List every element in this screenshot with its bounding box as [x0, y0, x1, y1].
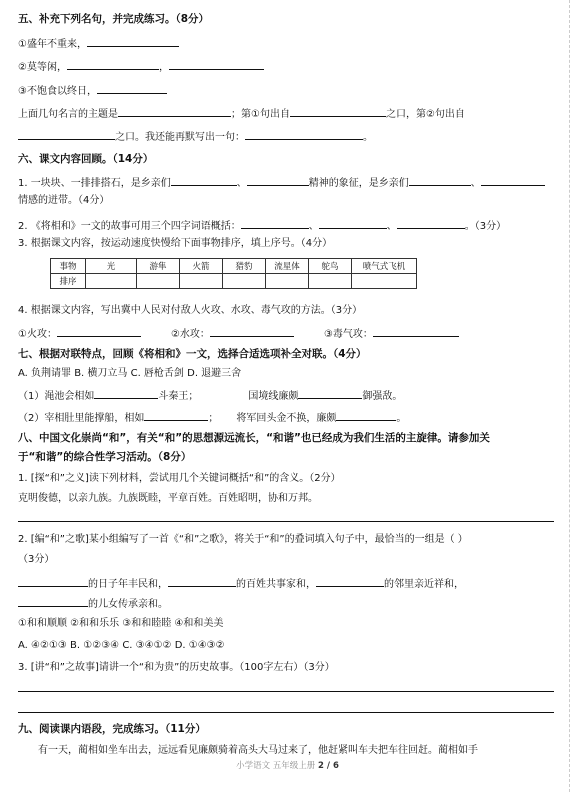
s5-line-4: 上面几句名言的主题是 ；第①句出自 之口，第②句出自	[18, 106, 465, 122]
table-cell: 事物	[51, 259, 86, 274]
answer-line[interactable]	[18, 712, 554, 713]
table-cell: 猎豹	[223, 259, 266, 274]
table-row	[51, 274, 417, 289]
page-edge	[569, 0, 571, 792]
table-row	[51, 259, 417, 274]
s8-q1: 1. [探“和”之义]读下列材料，尝试用几个关键词概括“和”的含义。（2分）	[18, 473, 341, 484]
section-8-heading: 八、中国文化崇尚“和”，有关“和”的思想源远流长，“和谐”也已经成为我们生活的主旋律。请参加关	[18, 432, 490, 444]
s8-q3: 3. [讲“和”之故事]请讲一个“和为贵”的历史故事。（100字左右）（3分）	[18, 662, 335, 673]
page-number: 2 / 6	[318, 761, 339, 771]
s9-passage: 有一天，蔺相如坐车出去，远远看见廉颇骑着高头大马过来了，他赶紧叫车夫把车往回赶。蔺相如手	[38, 745, 478, 756]
s8-q2-blanks: 的日子年丰民和， 的百姓共事家和， 的邻里亲近祥和，	[18, 576, 464, 592]
table-cell: 火箭	[180, 259, 223, 274]
s5-line-2: ②莫等闲， ，	[18, 59, 264, 75]
answer-cell[interactable]	[266, 274, 309, 289]
answer-cell[interactable]	[352, 274, 417, 289]
section-9-heading: 九、阅读课内语段，完成练习。（11分）	[18, 723, 206, 735]
s6-q1-cont: 情感的迸带。（4分）	[18, 195, 110, 206]
section-5-heading: 五、补充下列名句，并完成练习。（8分）	[18, 13, 210, 25]
blank[interactable]	[336, 410, 396, 421]
blank[interactable]	[171, 175, 237, 186]
blank[interactable]	[319, 218, 387, 229]
s8-q2: 2. [编“和”之歌]某小组编写了一首《“和”之歌》，将关于“和”的叠词填入句子中，最恰当的一组是（ ）	[18, 534, 468, 545]
section-7-heading: 七、根据对联特点，回顾《将相和》一文，选择合适选项补全对联。（4分）	[18, 348, 367, 360]
section-8-heading-cont: 于“和谐”的综合性学习活动。（8分）	[18, 451, 192, 463]
blank[interactable]	[169, 59, 264, 70]
blank[interactable]	[397, 218, 465, 229]
table-cell: 排序	[51, 274, 86, 289]
blank[interactable]	[290, 106, 386, 117]
s8-choices: ①和和顺顺 ②和和乐乐 ③和和睦睦 ④和和美美	[18, 618, 224, 629]
blank[interactable]	[87, 36, 179, 47]
answer-cell[interactable]	[180, 274, 223, 289]
s5-line-3: ③不饱食以终日，	[18, 83, 167, 99]
page-footer: 小学语文 五年级上册 2 / 6	[236, 761, 339, 771]
s6-q1: 1. 一块块、一排排搭石，是乡亲们 、 精神的象征，是乡亲们 、	[18, 175, 545, 191]
blank[interactable]	[94, 388, 158, 399]
table-cell: 光	[86, 259, 137, 274]
blank[interactable]	[144, 410, 208, 421]
table-cell: 游隼	[137, 259, 180, 274]
answer-cell[interactable]	[86, 274, 137, 289]
s5-line-1: ①盛年不重来，	[18, 36, 179, 52]
blank[interactable]	[18, 576, 88, 587]
s7-couplet-2: （2）宰相肚里能撑船，相如 ； 将军回头金不换，廉颇 。	[18, 410, 406, 426]
s6-q4-answers: ①火攻： ②水攻： ③毒气攻：	[18, 326, 459, 342]
blank[interactable]	[97, 83, 167, 94]
s7-couplet-1: （1）渑池会相如 斗秦王； 国境线廉颇 御强敌。	[18, 388, 402, 404]
s6-q4: 4. 根据课文内容，写出冀中人民对付敌人火攻、水攻、毒气攻的方法。（3分）	[18, 305, 363, 316]
blank[interactable]	[247, 175, 309, 186]
table-cell: 喷气式飞机	[352, 259, 417, 274]
s8-q2-score: （3分）	[18, 554, 55, 565]
answer-cell[interactable]	[223, 274, 266, 289]
s8-q1-material: 克明俊德，以亲九族。九族既睦，平章百姓。百姓昭明，协和万邦。	[18, 493, 318, 504]
s5-line-5: 之口。我还能再默写出一句： 。	[18, 129, 373, 145]
blank[interactable]	[18, 596, 88, 607]
blank[interactable]	[316, 576, 384, 587]
s8-q2-blank-last: 的儿女传承亲和。	[18, 596, 168, 612]
answer-line[interactable]	[18, 521, 554, 522]
blank[interactable]	[373, 326, 459, 337]
answer-cell[interactable]	[309, 274, 352, 289]
blank[interactable]	[168, 576, 236, 587]
table-cell: 流星体	[266, 259, 309, 274]
answer-line[interactable]	[18, 691, 554, 692]
blank[interactable]	[18, 129, 115, 140]
blank[interactable]	[481, 175, 545, 186]
blank[interactable]	[57, 326, 141, 337]
s7-options: A. 负荆请罪 B. 横刀立马 C. 唇枪舌剑 D. 退避三舍	[18, 368, 242, 379]
blank[interactable]	[67, 59, 159, 70]
blank[interactable]	[241, 218, 309, 229]
section-6-heading: 六、课文内容回顾。（14分）	[18, 153, 154, 165]
blank[interactable]	[298, 388, 362, 399]
blank[interactable]	[118, 106, 231, 117]
blank[interactable]	[245, 129, 363, 140]
blank[interactable]	[210, 326, 294, 337]
s6-q2: 2. 《将相和》一文的故事可用三个四字词语概括： 、 、 。（3分）	[18, 218, 506, 234]
answer-cell[interactable]	[137, 274, 180, 289]
s8-answer-options: A. ④②①③ B. ①②③④ C. ③④①② D. ①④③②	[18, 640, 225, 651]
table-cell: 鸵鸟	[309, 259, 352, 274]
blank[interactable]	[409, 175, 471, 186]
s6-q3: 3. 根据课文内容，按运动速度快慢给下面事物排序，填上序号。（4分）	[18, 238, 333, 249]
speed-ranking-table	[50, 258, 417, 289]
